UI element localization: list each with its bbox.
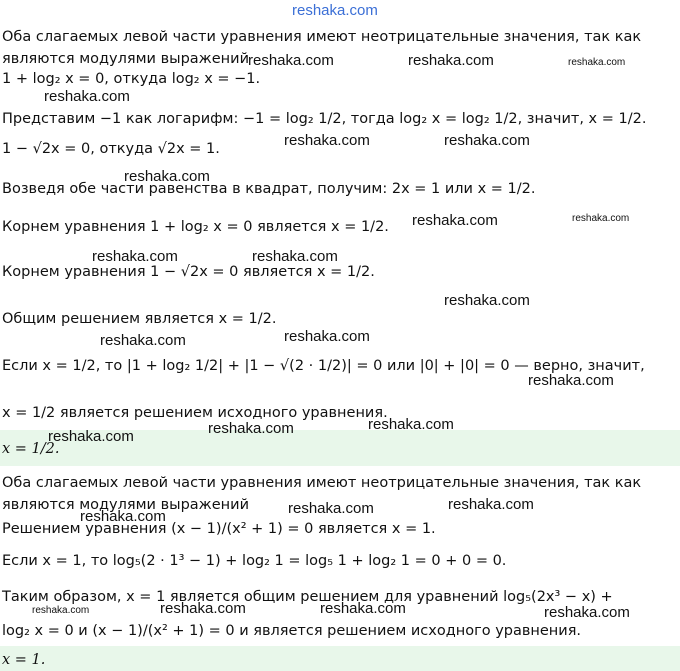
part1-common: Общим решением является x = 1/2. bbox=[2, 311, 277, 327]
part2-thus-2: log₂ x = 0 и (x − 1)/(x² + 1) = 0 и является решением исходного уравнения. bbox=[2, 623, 582, 639]
part1-intro-2: являются модулями выражений bbox=[2, 51, 249, 67]
part2-answer: x = 1. bbox=[2, 652, 46, 668]
watermark: reshaka.com bbox=[284, 328, 370, 345]
part1-represent: Представим −1 как логарифм: −1 = log₂ 1/2, тогда log₂ x = log₂ 1/2, значит, x = 1/2. bbox=[2, 111, 647, 127]
watermark: reshaka.com bbox=[408, 52, 494, 69]
part2-intro: Оба слагаемых левой части уравнения имеют неотрицательные значения, так как bbox=[2, 475, 642, 491]
watermark: reshaka.com bbox=[572, 213, 630, 224]
watermark: reshaka.com bbox=[444, 292, 530, 309]
part2-solve: Решением уравнения (x − 1)/(x² + 1) = 0 является x = 1. bbox=[2, 521, 436, 537]
watermark: reshaka.com bbox=[160, 600, 246, 617]
part1-conclusion: x = 1/2 является решением исходного уравнения. bbox=[2, 405, 388, 421]
watermark: reshaka.com bbox=[248, 52, 334, 69]
watermark: reshaka.com bbox=[368, 416, 454, 433]
watermark: reshaka.com bbox=[208, 420, 294, 437]
part1-root1: Корнем уравнения 1 + log₂ x = 0 является x = 1/2. bbox=[2, 219, 389, 235]
watermark: reshaka.com bbox=[568, 57, 626, 68]
watermark: reshaka.com bbox=[48, 428, 134, 445]
watermark: reshaka.com bbox=[100, 332, 186, 349]
watermark: reshaka.com bbox=[124, 168, 210, 185]
part1-answer: x = 1/2. bbox=[2, 441, 60, 457]
watermark: reshaka.com bbox=[32, 605, 90, 616]
part1-intro: Оба слагаемых левой части уравнения имеют неотрицательные значения, так как bbox=[2, 29, 642, 45]
watermark: reshaka.com bbox=[444, 132, 530, 149]
part2-check: Если x = 1, то log₅(2 · 1³ − 1) + log₂ 1 = log₅ 1 + log₂ 1 = 0 + 0 = 0. bbox=[2, 553, 507, 569]
watermark: reshaka.com bbox=[252, 248, 338, 265]
watermark: reshaka.com bbox=[284, 132, 370, 149]
watermark: reshaka.com bbox=[44, 88, 130, 105]
watermark: reshaka.com bbox=[80, 508, 166, 525]
watermark: reshaka.com bbox=[320, 600, 406, 617]
watermark: reshaka.com bbox=[528, 372, 614, 389]
part2-intro-2: являются модулями выражений bbox=[2, 497, 249, 513]
part1-root2: Корнем уравнения 1 − √2x = 0 является x = 1/2. bbox=[2, 264, 375, 280]
part1-eq2: 1 − √2x = 0, откуда √2x = 1. bbox=[2, 141, 220, 157]
watermark: reshaka.com bbox=[92, 248, 178, 265]
watermark: reshaka.com bbox=[292, 2, 378, 19]
part1-check: Если x = 1/2, то |1 + log₂ 1/2| + |1 − √(2 · 1/2)| = 0 или |0| + |0| = 0 — верно, значит, bbox=[2, 358, 645, 374]
part1-eq1: 1 + log₂ x = 0, откуда log₂ x = −1. bbox=[2, 71, 261, 87]
watermark: reshaka.com bbox=[448, 496, 534, 513]
part2-thus: Таким образом, x = 1 является общим решением для уравнений log₅(2x³ − x) + bbox=[2, 589, 613, 605]
watermark: reshaka.com bbox=[544, 604, 630, 621]
part1-square: Возведя обе части равенства в квадрат, получим: 2x = 1 или x = 1/2. bbox=[2, 181, 536, 197]
watermark: reshaka.com bbox=[288, 500, 374, 517]
watermark: reshaka.com bbox=[412, 212, 498, 229]
